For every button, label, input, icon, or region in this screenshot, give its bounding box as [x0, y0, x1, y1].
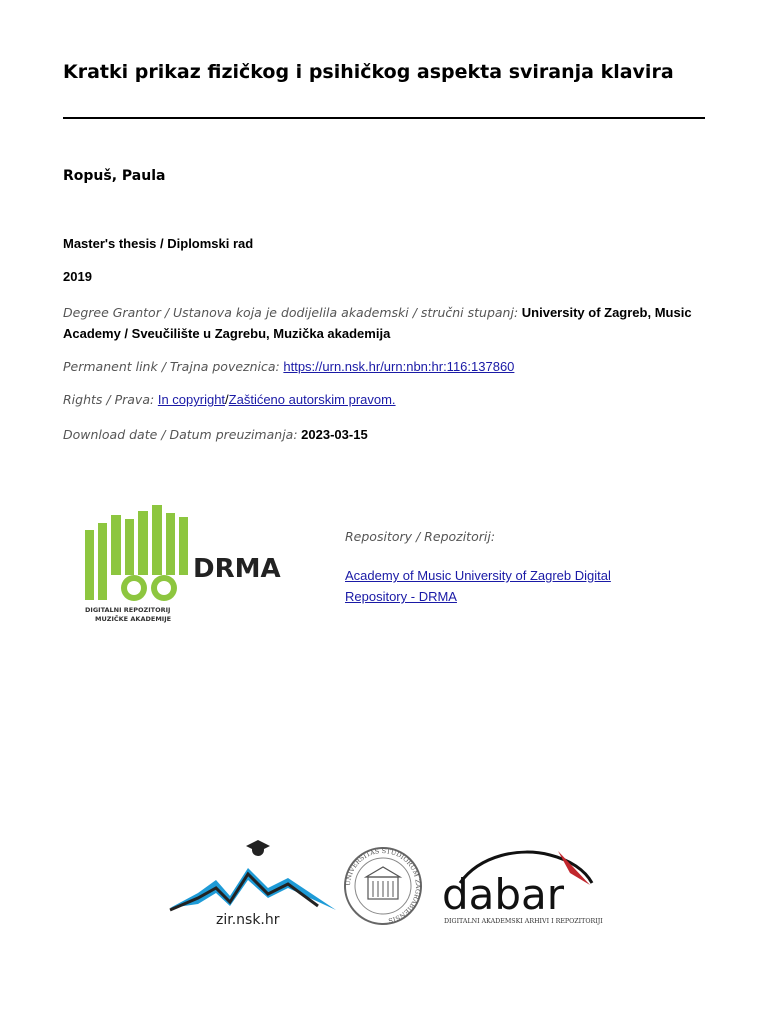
- rights-link-in-copyright[interactable]: In copyright: [157, 392, 226, 407]
- drma-sub2: MUZIČKE AKADEMIJE: [95, 615, 172, 623]
- download-date: [63, 424, 703, 445]
- repository-link[interactable]: Academy of Music University of Zagreb Digital Repository - DRMA: [345, 568, 611, 604]
- seal-text: UNIVERSITAS STUDIORUM ZAGRABIENSIS: [343, 846, 423, 925]
- download-date-value: 2023-03-15: [301, 427, 368, 442]
- university-seal: [342, 845, 424, 931]
- author: Ropuš, Paula: [63, 168, 166, 184]
- zir-logo[interactable]: [168, 838, 340, 934]
- rights: [63, 389, 703, 410]
- year: 2019: [63, 269, 92, 284]
- permanent-link-label: Permanent link / Trajna poveznica:: [63, 359, 280, 374]
- drma-logo: [80, 505, 281, 629]
- rights-label: Rights / Prava:: [63, 392, 155, 407]
- thesis-type: Master's thesis / Diplomski rad: [63, 236, 254, 251]
- repository-link-wrap: [345, 565, 645, 607]
- download-date-label: Download date / Datum preuzimanja:: [63, 427, 298, 442]
- permanent-link-url[interactable]: https://urn.nsk.hr/urn:nbn:hr:116:137860: [283, 359, 515, 374]
- dabar-logo[interactable]: [440, 845, 605, 931]
- rights-separator: /: [225, 392, 229, 407]
- repository-label: Repository / Repozitorij:: [345, 529, 496, 544]
- dabar-sub: DIGITALNI AKADEMSKI ARHIVI I REPOZITORIJI: [444, 918, 603, 925]
- drma-sub1: DIGITALNI REPOZITORIJ: [85, 606, 171, 614]
- dabar-logo-text: dabar: [442, 870, 565, 919]
- degree-grantor-label: Degree Grantor / Ustanova koja je dodijelila akademski / stručni stupanj:: [63, 305, 519, 320]
- rights-link-zasticeno[interactable]: Zaštićeno autorskim pravom.: [228, 392, 396, 407]
- zir-logo-text: zir.nsk.hr: [216, 912, 280, 928]
- permanent-link: [63, 356, 703, 377]
- title-divider: [63, 117, 705, 119]
- degree-grantor: [63, 302, 703, 344]
- document-title: Kratki prikaz fizičkog i psihičkog aspekta sviranja klavira: [63, 61, 674, 83]
- degree-grantor-value: University of Zagreb, Music Academy / Sveučilište u Zagrebu, Muzička akademija: [63, 305, 692, 341]
- drma-logo-text: DRMA: [193, 554, 281, 584]
